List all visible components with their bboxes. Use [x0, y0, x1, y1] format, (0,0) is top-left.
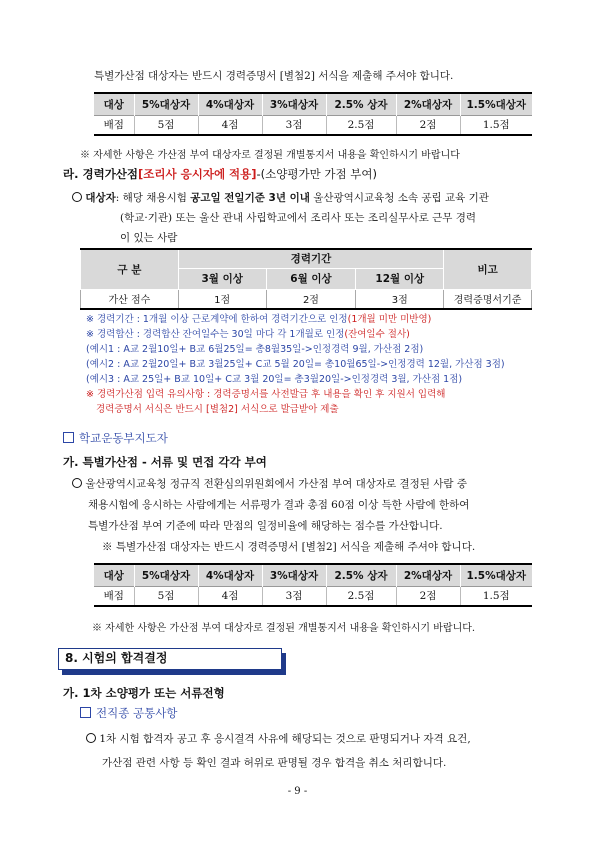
bonus-table-2: [94, 563, 532, 607]
section-8-sub: 가. 1차 소양평가 또는 서류전형: [63, 686, 225, 700]
bonus-table-1: [94, 92, 532, 136]
section-ra-bracket: [조리사 응시자에 적용]: [138, 167, 257, 181]
sports-paragraph: [72, 474, 547, 558]
table-cell: 4점: [198, 115, 262, 135]
table-cell: 3점: [262, 586, 326, 606]
square-bullet-icon: [80, 707, 91, 718]
section-8-box-title: 전직종 공통사항: [80, 705, 177, 721]
table-cell: 4점: [198, 586, 262, 606]
circle-bullet-icon: [72, 192, 82, 202]
section-ra-suffix: -(소양평가만 가점 부여): [256, 167, 377, 181]
table-header: 3월 이상: [178, 268, 266, 289]
paragraph-line: 울산광역시교육청 정규직 전환심의위원회에서 가산점 부여 대상자로 결정된 사람 중: [72, 474, 547, 495]
table-header: 6월 이상: [266, 268, 356, 289]
paragraph-line: 채용시험에 응시하는 사람에게는 서류평가 결과 총점 60점 이상 득한 사람에 한하여: [88, 499, 470, 511]
target-line1-a: : 해당 채용시험: [115, 192, 191, 204]
target-line1-c: 울산광역시교육청 소속 공립 교육 기관: [309, 192, 489, 204]
table-cell: 2점: [266, 289, 356, 309]
table-cell: 2점: [396, 586, 460, 606]
target-line-3: 이 있는 사람: [120, 232, 178, 244]
table-header: 2.5% 상자: [326, 564, 396, 586]
table-cell: 배점: [94, 115, 134, 135]
table-cell: 1.5점: [460, 586, 532, 606]
section-sports-title: 학교운동부지도자: [63, 430, 168, 446]
table-cell: 1.5점: [460, 115, 532, 135]
section-ra-heading: [63, 166, 377, 182]
table-cell: 2점: [396, 115, 460, 135]
table-header: 1.5%대상자: [460, 93, 532, 115]
table-header: 1.5%대상자: [460, 564, 532, 586]
paragraph-line: 특별가산점 부여 기준에 따라 만점의 일정비율에 해당하는 점수를 가산합니다.: [88, 520, 443, 532]
paragraph-line: ※ 특별가산점 대상자는 반드시 경력증명서 [별첨2] 서식을 제출해 주셔야 합니다.: [102, 541, 476, 553]
circle-bullet-icon: [72, 478, 82, 488]
paragraph-line: 1차 시험 합격자 공고 후 응시결격 사유에 해당되는 것으로 판명되거나 자격 요건,: [86, 727, 546, 751]
table-header: 5%대상자: [134, 564, 198, 586]
table-header: 비고: [444, 249, 532, 289]
table-cell: 5점: [134, 115, 198, 135]
table-header: 대상: [94, 93, 134, 115]
example-line: (예시3 : A교 25일+ B교 10일+ C교 3월 20일= 총3월20일->인정경력 3월, 가산점 1점): [86, 374, 463, 385]
table-header: 12월 이상: [356, 268, 444, 289]
example-line: (예시1 : A교 2월10일+ B교 6월25일= 총8월35일->인정경력 9월, 가산점 2점): [86, 344, 424, 355]
table-header: 3%대상자: [262, 93, 326, 115]
warning-line: ※ 경력가산점 입력 유의사항 : 경력증명서를 사전발급 후 내용을 확인 후 지원서 입력해: [86, 389, 446, 400]
note-line: ※ 경력기간 : 1개월 이상 근로계약에 한하여 경력기간으로 인정(1개월 미만 미반영): [86, 314, 432, 325]
square-bullet-icon: [63, 432, 74, 443]
table-header: 3%대상자: [262, 564, 326, 586]
page-number: - 9 -: [287, 786, 308, 797]
table-header: 구 분: [81, 249, 179, 289]
table-header: 2%대상자: [396, 564, 460, 586]
table-header: 4%대상자: [198, 93, 262, 115]
table-cell: 가산 점수: [81, 289, 179, 309]
career-table: [80, 248, 532, 310]
table-cell: 1점: [178, 289, 266, 309]
note-line: ※ 경력합산 : 경력합산 잔여일수는 30일 마다 각 1개월로 인정(잔여일수 절사): [86, 329, 410, 340]
section-8-title: 8. 시험의 합격결정: [58, 648, 282, 670]
top-notice: 특별가산점 대상자는 반드시 경력증명서 [별첨2] 서식을 제출해 주셔야 합니다.: [94, 70, 454, 82]
table-cell: 2.5점: [326, 586, 396, 606]
table-cell: 2.5점: [326, 115, 396, 135]
circle-bullet-icon: [86, 733, 96, 743]
career-notes: [86, 312, 546, 417]
section-sports-sub: 가. 특별가산점 - 서류 및 면접 각각 부여: [63, 455, 267, 469]
paragraph-line: 가산점 관련 사항 등 확인 결과 허위로 판명될 경우 합격을 취소 처리합니다.: [102, 757, 447, 769]
example-line: (예시2 : A교 2월20일+ B교 3월25일+ C교 5월 20일= 총10월65일->인정경력 12월, 가산점 3점): [86, 359, 505, 370]
table-cell: 3점: [262, 115, 326, 135]
target-label: 대상자: [85, 192, 116, 204]
table-header: 경력기간: [178, 249, 443, 268]
table-header: 2.5% 상자: [326, 93, 396, 115]
target-block: [72, 188, 547, 248]
detail-note-1: ※ 자세한 사항은 가산점 부여 대상자로 결정된 개별통지서 내용을 확인하시기 바랍니다: [80, 150, 460, 161]
table-cell: 배점: [94, 586, 134, 606]
table-cell: 경력증명서기준: [444, 289, 532, 309]
section-ra-label: 라. 경력가산점: [63, 167, 139, 181]
target-line-2: (학교·기관) 또는 울산 관내 사립학교에서 조리사 또는 조리실무사로 근무 경력: [120, 212, 477, 224]
table-header: 2%대상자: [396, 93, 460, 115]
table-header: 대상: [94, 564, 134, 586]
warning-line: 경력증명서 서식은 반드시 [별첨2] 서식으로 발급받아 제출: [96, 404, 339, 415]
table-cell: 5점: [134, 586, 198, 606]
target-line-1: [72, 188, 547, 208]
target-line1-b: 공고일 전일기준 3년 이내: [190, 192, 310, 204]
detail-note-2: ※ 자세한 사항은 가산점 부여 대상자로 결정된 개별통지서 내용을 확인하시기 바랍니다.: [92, 623, 476, 634]
table-header: 4%대상자: [198, 564, 262, 586]
table-cell: 3점: [356, 289, 444, 309]
table-header: 5%대상자: [134, 93, 198, 115]
section-8-paragraph: [86, 727, 546, 775]
